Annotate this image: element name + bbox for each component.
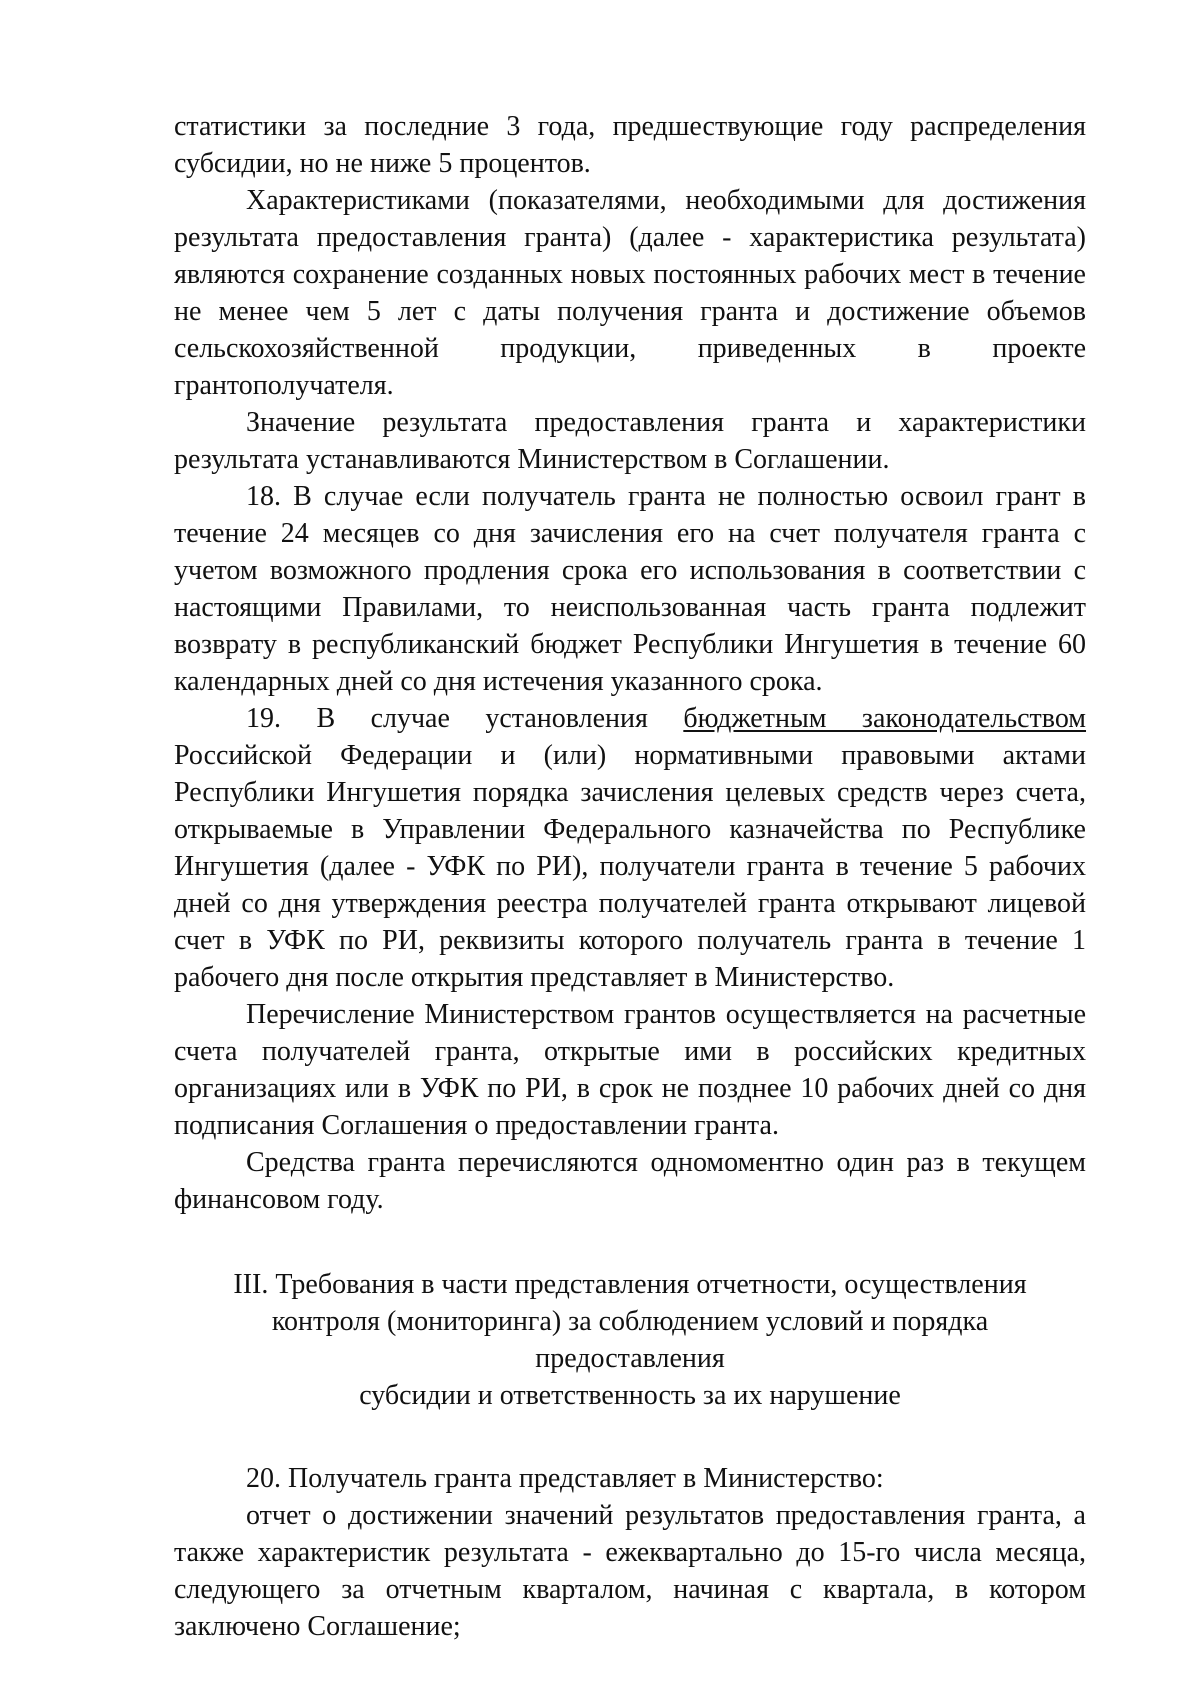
paragraph-result-value: Значение результата предоставления гранта и характеристики результата устанавливаются Министерством в Соглашении. xyxy=(174,407,1086,475)
paragraph-19 xyxy=(174,700,1086,996)
paragraph-transfer: Перечисление Министерством грантов осуществляется на расчетные счета получателей гранта, открытые ими в российских кредитных организациях или в УФК по РИ, в срок не позднее 10 рабочих дней со дня подписания Соглашения о предоставлении гранта. xyxy=(174,999,1086,1141)
section-heading-line-1: III. Требования в части представления отчетности, осуществления xyxy=(233,1269,1027,1300)
paragraph-19-rest: Российской Федерации и (или) нормативными правовыми актами Республики Ингушетия порядка зачисления целевых средств через счета, открываемые в Управлении Федерального казначейства по Республике Ингушетия (далее - УФК по РИ), получатели гранта в течение 5 рабочих дней со дня утверждения реестра получателей гранта открывают лицевой счет в УФК по РИ, реквизиты которого получатель гранта в течение 1 рабочего дня после открытия представляет в Министерство. xyxy=(174,740,1086,993)
paragraph-18: 18. В случае если получатель гранта не полностью освоил грант в течение 24 месяцев со дня зачисления его на счет получателя гранта с учетом возможного продления срока его использования в соответствии с настоящими Правилами, то неиспользованная часть гранта подлежит возврату в республиканский бюджет Республики Ингушетия в течение 60 календарных дней со дня истечения указанного срока. xyxy=(174,481,1086,697)
section-heading-line-3: субсидии и ответственность за их нарушение xyxy=(359,1380,901,1411)
paragraph-20: 20. Получатель гранта представляет в Министерство: xyxy=(246,1463,884,1494)
paragraph-characteristics: Характеристиками (показателями, необходимыми для достижения результата предоставления гранта) (далее - характеристика результата) являются сохранение созданных новых постоянных рабочих мест в течение не менее чем 5 лет с даты получения гранта и достижение объемов сельскохозяйственной продукции, приведенных в проекте грантополучателя. xyxy=(174,185,1086,401)
section-heading-line-2: контроля (мониторинга) за соблюдением условий и порядка предоставления xyxy=(271,1306,989,1374)
paragraph-19-start: 19. В случае установления xyxy=(246,703,684,734)
document-body xyxy=(174,108,1086,1645)
paragraph-grant-funds: Средства гранта перечисляются одномоментно один раз в текущем финансовом году. xyxy=(174,1147,1086,1215)
section-heading xyxy=(174,1266,1086,1414)
budget-legislation-link[interactable]: бюджетным законодательством xyxy=(683,703,1087,734)
paragraph-report: отчет о достижении значений результатов предоставления гранта, а также характеристик результата - ежеквартально до 15-го числа месяца, следующего за отчетным кварталом, начиная с квартала, в котором заключено Соглашение; xyxy=(174,1500,1086,1642)
paragraph-statistics: статистики за последние 3 года, предшествующие году распределения субсидии, но не ниже 5 процентов. xyxy=(174,111,1086,179)
